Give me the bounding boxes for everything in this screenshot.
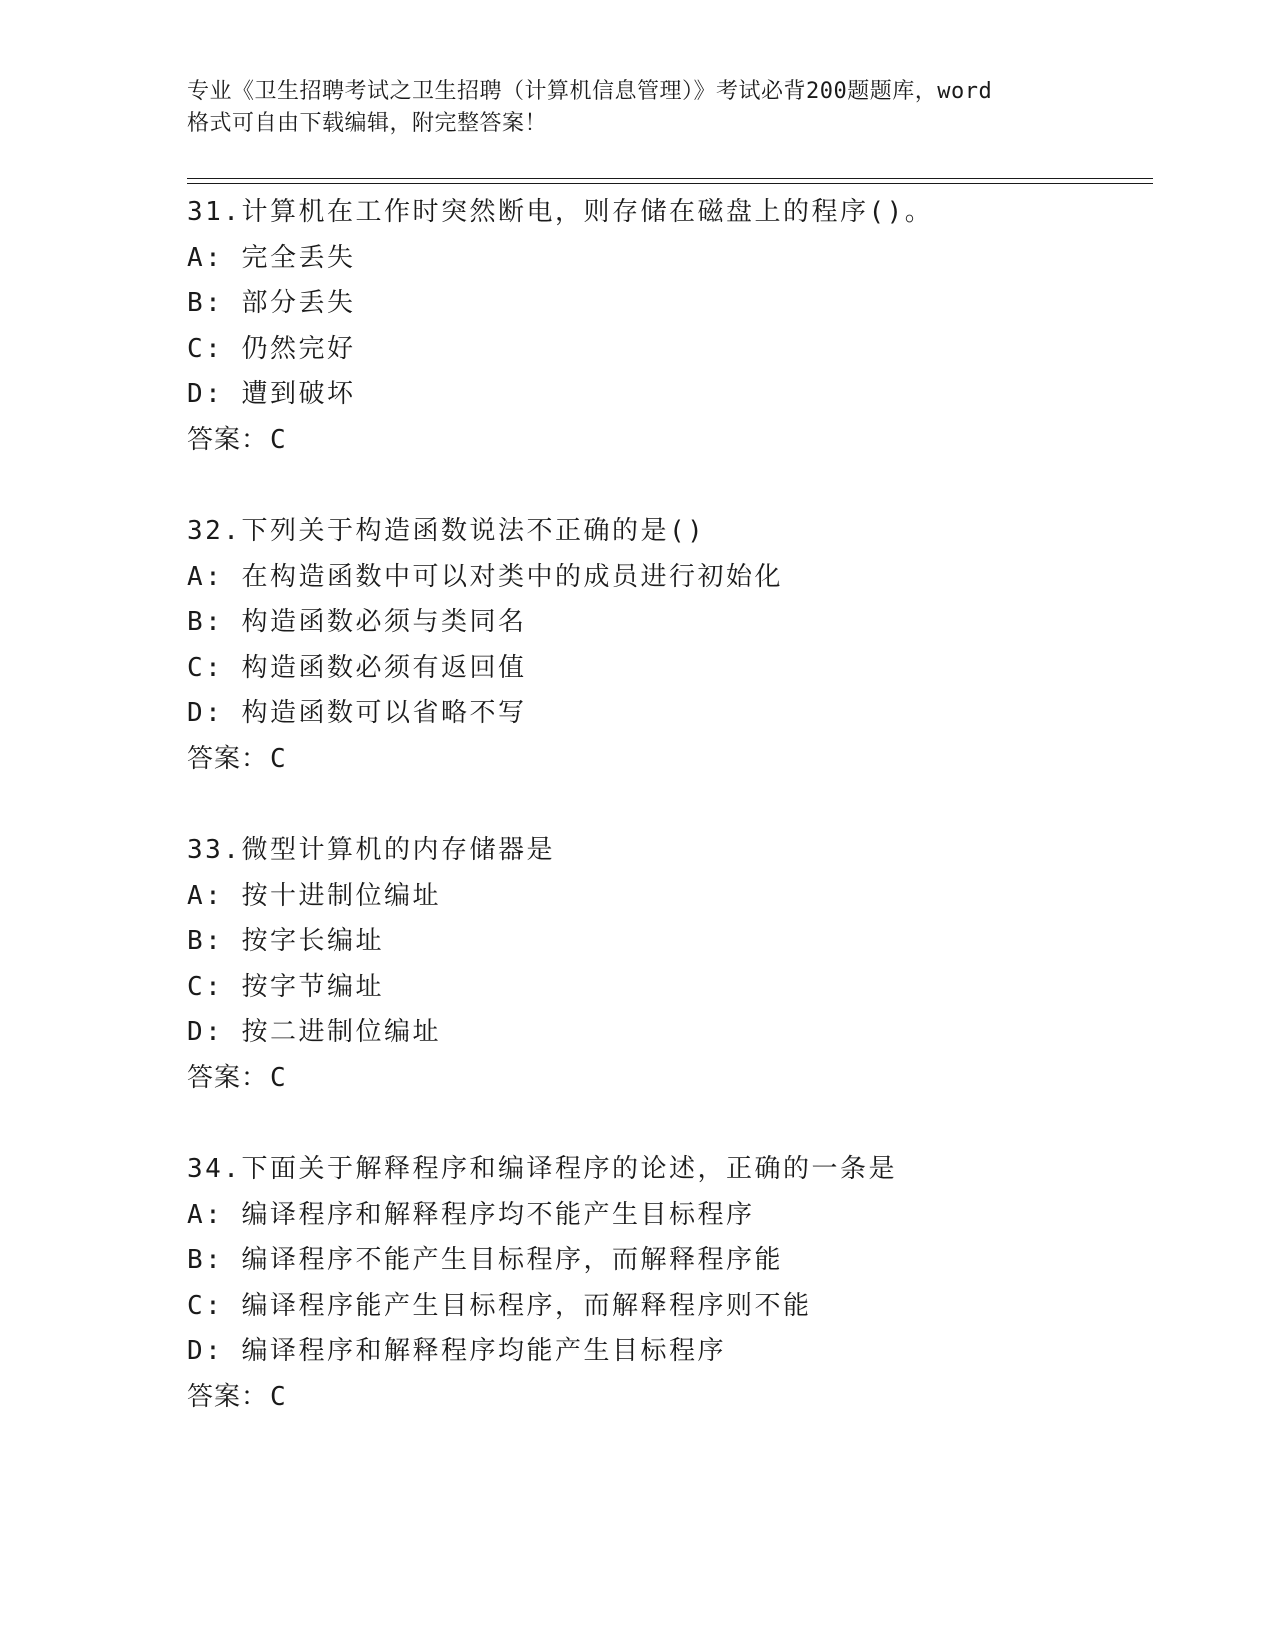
answer-label: 答案：: [187, 1381, 269, 1412]
answer-label: 答案：: [187, 1062, 269, 1093]
option-a: A: 在构造函数中可以对类中的成员进行初始化: [187, 561, 783, 592]
question-34: [187, 1147, 1147, 1466]
answer-label: 答案：: [187, 424, 269, 455]
question-stem: 31.计算机在工作时突然断电，则存储在磁盘上的程序()。: [187, 197, 934, 227]
question-stem: 34.下面关于解释程序和编译程序的论述，正确的一条是: [187, 1154, 897, 1184]
header-line-1: 专业《卫生招聘考试之卫生招聘（计算机信息管理）》考试必背200题题库，word: [187, 79, 993, 104]
answer-value: C: [270, 1062, 287, 1093]
answer-line: [187, 1375, 1147, 1421]
answer-value: C: [270, 424, 287, 455]
question-stem: 33.微型计算机的内存储器是: [187, 835, 555, 865]
document-header: [187, 76, 1087, 140]
option-b: B: 编译程序不能产生目标程序，而解释程序能: [187, 1245, 783, 1276]
answer-value: C: [270, 743, 287, 774]
question-32: [187, 509, 1147, 828]
option-d: D: 构造函数可以省略不写: [187, 698, 527, 729]
header-line-2: 格式可自由下载编辑，附完整答案！: [187, 111, 548, 136]
option-b: B: 按字长编址: [187, 926, 384, 957]
option-b: B: 部分丢失: [187, 288, 356, 319]
option-c: C: 仍然完好: [187, 333, 356, 364]
option-a: A: 按十进制位编址: [187, 880, 441, 911]
option-c: C: 按字节编址: [187, 971, 384, 1002]
answer-line: [187, 418, 1147, 464]
header-divider-bottom: [187, 183, 1153, 184]
option-b: B: 构造函数必须与类同名: [187, 607, 527, 638]
answer-line: [187, 737, 1147, 783]
answer-value: C: [270, 1381, 287, 1412]
question-list: [187, 190, 1147, 1466]
option-d: D: 编译程序和解释程序均能产生目标程序: [187, 1336, 726, 1367]
question-31: [187, 190, 1147, 509]
question-stem: 32.下列关于构造函数说法不正确的是(): [187, 516, 706, 546]
option-c: C: 编译程序能产生目标程序，而解释程序则不能: [187, 1290, 812, 1321]
header-divider-top: [187, 178, 1153, 179]
option-d: D: 遭到破坏: [187, 379, 356, 410]
option-a: A: 完全丢失: [187, 242, 356, 273]
question-33: [187, 828, 1147, 1147]
option-d: D: 按二进制位编址: [187, 1017, 441, 1048]
option-a: A: 编译程序和解释程序均不能产生目标程序: [187, 1199, 755, 1230]
option-c: C: 构造函数必须有返回值: [187, 652, 527, 683]
answer-line: [187, 1056, 1147, 1102]
answer-label: 答案：: [187, 743, 269, 774]
